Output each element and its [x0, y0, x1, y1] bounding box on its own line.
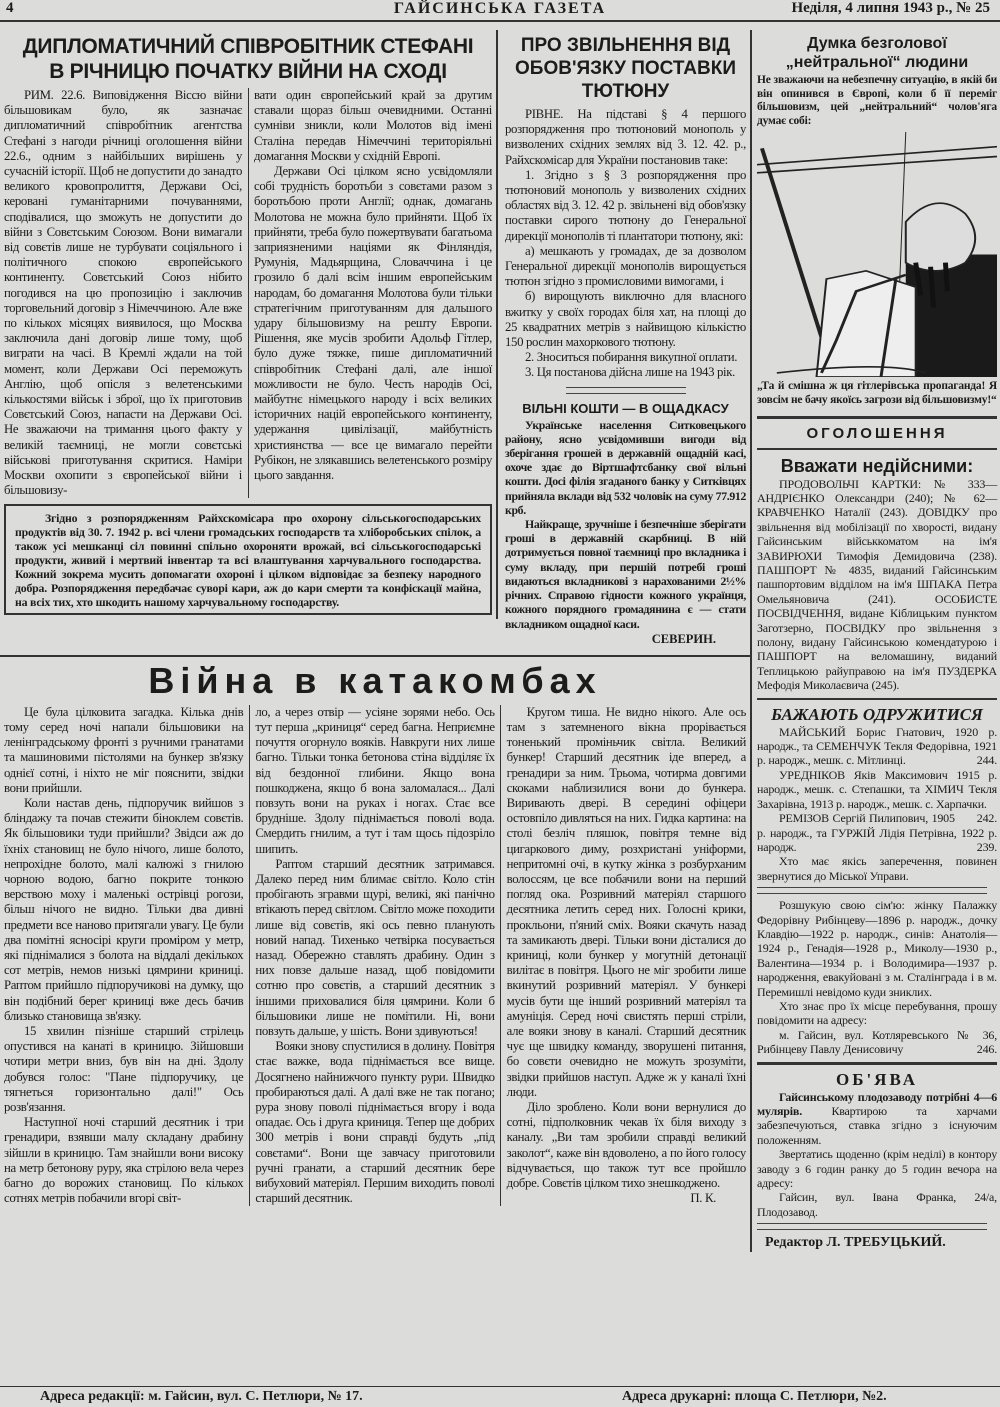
headline-line: В РІЧНИЦЮ ПОЧАТКУ ВІЙНИ НА СХОДІ [49, 60, 447, 83]
paragraph: РИМ. 22.6. Виповідження Віссю війни більшовикам було, як зазначає дипломатичний співробітник агентства Стефані з нагоди річниці оголошення війни 22.6., одним з найбільших вирішень у сучасній історії. Щоб не допустити до занадто великого кровопролиття, Держави Осі, керовані гуманітарними почуваннями, сподівалися, що зможуть не допустити до війни з Совєтським Союзом. Вони вимагали від совєтів лише не турбувати соціяльного і політичного спокою європейського континенту. Совєтський Союз нібито погодився на цю пропозицію і заключив торговельний договір з Німеччиною. Але вже по кількох місяцях виявилося, що Москва заключила дані договір лише тому, щоб виграти на часі. В Кремлі ждали на той момент, коли Держави Осі переможуть Англію, щоб опісля з велетенськими кількостями військ і зброї, що їх приготовив Совєтський Союз, напасти на Держави Осі. Не зважаючи на тримання цього факту у великій таємниці, не могли совєтські військові приготування скритися. Наміри Москви охопити з європейської війни і більшовизу- [4, 88, 242, 498]
diplomat-headline [4, 34, 492, 84]
left-area [0, 30, 750, 1206]
paragraph: Наступної ночі старший десятник і три гренадири, взявши малу складану драбину зійшли в криницю. Там знайшли вони високу на метр бетонову руру, яка стрілою вела через багно до ворожих становищ. По кількох сотнях метрів побачили вгорі світ- [4, 1115, 244, 1206]
printing-address: Адреса друкарні: площа С. Петлюри, №2. [622, 1389, 887, 1404]
ad-body-text: Квартирою та харчами забезпечуються, ставка згідно з існуючим положенням. [757, 1104, 997, 1147]
paragraph: 3. Ця постанова дійсна лише на 1943 рік. [525, 365, 735, 380]
paragraph: Це була цілковита загадка. Кілька днів тому серед ночі напали більшовики на ленінградському фронті з ручними гранатами та машиновими пістолями на бункер зв'язку однієї сотні, і ніхто не міг пояснити, звідки вони прийшли. [4, 704, 244, 795]
paragraph: Українське населення Ситковецького району, ясно усвідомивши вигоди від зберігання грошей в державній ощадній касі, охоче здає до Віртшафтсбанку свої вільні кошти. Досі філія згаданого банку у Ситківцях прийняла вклади від 532 чоловік на суму 77.912 крб. [505, 417, 746, 517]
divider [0, 1386, 1000, 1387]
paragraph: Кругом тиша. Не видно нікого. Але ось там з затемненого вікна прорівається тоненький проміньчик світла. Великий бункер! Старший десятник іде вперед, а гренадири за ним. Трьома, чотирма довгими скоками наблизилися вони до бункера. Виривають двері. В середині офіцери остовпіло дивляться на них. Гидка картина: на столі безліч пляшок, повітря темне від цигаркового диму, розхристані уніформи, непритомні очі, в кутку жінка з розбурханим волоссям, це все побачили вони на перший погляд ока. Розривний матеріял старшого десятника летить серед них. Голосні крики, прокльони, п'яний сміх. Вояки скачуть назад та замикають двері. Тільки вони дісталися до криниці, коли бункер у могутній детонації вилітає в повітря. Цього не міг зробити лише вкинутий розривний матеріял. У бункері мусів бути ще інший розривний матеріял та амуніція. Серед ночі свистять перші стріли, але вояки знову в каналі. Старший десятник чує ще швидку команду, зворушені питання, бо совєти очевидно не можуть зрозуміти, звідки прийшов наступ. Адже ж у каналі їхні люди. [506, 704, 746, 1099]
ornament-divider [757, 887, 987, 894]
middle-column [498, 30, 750, 651]
search-address: м. Гайсин, вул. Котляревського № 36, Рибінцеву Павлу Денисовичу [757, 1027, 997, 1057]
cartoon-caption: „Та й смішна ж ця гітлерівська пропаганда! Я зовсім не бачу якоїсь загрози від більшовизму!“ [757, 380, 997, 406]
ad-title: ОБ'ЯВА [835, 1069, 918, 1089]
divider [757, 416, 997, 419]
savings-signature: СЕВЕРИН. [651, 631, 716, 646]
catacomb-headline: Війна в катакомбах [148, 659, 602, 701]
editorial-address: Адреса редакції: м. Гайсин, вул. С. Петлюри, № 17. [40, 1389, 363, 1404]
right-column [750, 30, 1000, 1252]
paragraph: Коли настав день, підпоручик вийшов з бліндажу та почав стежити біноклем совєтів. Як більшовики туди прийшли? Звідси аж до їхніх становищ не було нічого, лише болото, непрохідне болото, малі калюжі з гнилою чорною водою, багно покрите тонкою верствою моху і маленькі острівці рогози, більш нічого не видно. Тільки два дивні предмети все наново притягали увагу. Це були два помітні ясносірі круги проміром у метр, які піднімалися з болота на віддалі декількох сот метрів, немов низькі цямрини криниці. Раптом прийшло підпоручикові на думку, що він подібний берег криниці вже десь бачив близько становища зв'язку. [4, 795, 244, 1023]
search-address-line [757, 1028, 997, 1057]
ad-text [757, 1090, 997, 1220]
ornament-divider [566, 387, 686, 394]
cartoon-intro: Не зважаючи на небезпечну ситуацію, в якій би він опинився в Європі, коли б її переміг більшовизм, цей „нейтральний“ чолов'яга думає собі: [757, 74, 997, 127]
paragraph: Вояки знову спустилися в долину. Повітря стає важке, вода піднімається все вище. Досягнено найнижчого пункту рури. Швидко пробираються далі. А далі вже не так погано; рура знову поволі піднімається вгору і вода опадає. Ось і друга криниця. Тепер ще добрих 300 метрів і вони справді будуть „під совєтами“. Вони ще завчасу приготовили ручні гранати, а старший десятник бере вибуховий матеріял. Першим виходить поволі старший десятник. [255, 1039, 495, 1206]
announcements-title: ОГОЛОШЕННЯ [806, 424, 948, 442]
objection-text: Хто має якісь заперечення, повинен звернутися до Міської Управи. [757, 854, 997, 883]
paragraph: ло, а через отвір — усіяне зорями небо. Ось тут перша „криниця“ серед багна. Неприємне почуття огорнуло вояків. Навкруги них лише багно. Тільки тонка бетонова стіна відділяє їх від бездонної глибини. Якщо вона пошкоджена, якщо б вона заломалася... Далі повзуть вони на руках і ногах. Стає все брудніше. Здолу піднімається поволі вода. Смердить гнилим, а тут і там щось підозріло шипить. [255, 704, 495, 856]
paragraph: 15 хвилин пізніше старший стрілець опустився на канаті в криницю. Зійшовши чотири метри вниз, був він на дні. Здолу добувся голос: "Пане підпоручику, це тягнеться горизонтально далі!" Ось розв'язання. [4, 1023, 244, 1114]
issue-date: Неділя, 4 липня 1943 р., № 25 [791, 0, 990, 16]
entry-text: УРЕДНІКОВ Яків Максимович 1915 р. народж., мешк. с. Степашки, та ХІМИЧ Текля Захарівна, 1913 р. народж., мешк. с. Харпачки. [757, 767, 997, 811]
diplomat-body [4, 88, 492, 498]
marriage-entry [757, 767, 997, 826]
paragraph: б) вирощують виключно для власного вжитку у своїх городах біля хат, на площі до 25 квадратних метрів з найвищою кількістю 150 рослин махоркового тютюну. [505, 289, 746, 350]
paragraph: РІВНЕ. На підставі § 4 першого розпорядження про тютюновий монополь у визволених східних землях від 3. 12. 42. р., Райхскомісар для України постановив таке: [505, 107, 746, 167]
ad-address: Гайсин, вул. Івана Франка, 24/а, Плодозавод. [757, 1190, 997, 1219]
catacomb-body [4, 705, 746, 1207]
divider [757, 1062, 997, 1065]
entry-number: 244. [976, 753, 997, 768]
divider [757, 448, 997, 450]
paragraph: Раптом старший десятник затримався. Далеко перед ним блимає світло. Коло стін пробігають згравми щурі, великі, які панічно втікають перед світлом. Світло може походити лише від совєтів, які ось певно планують новий напад. Тихенько четвірка посувається назад. Обережно ставлять драбину. Один з них повзе дальше назад, щоб повідомити сотню про совєтів, а старший десятник з іншими приховалися біля цямрини. Коли б більшовики лише не помітили. Ні, вони повзуть дальше, у шість. Вони здивуються! [255, 856, 495, 1038]
paragraph: 1. Згідно з § 3 розпорядження про тютюновий монополь у визволених східних областях від 3. 12. 42 р. звільнені від обов'язку поставки сирого тютюну до Генеральної дирекції монополів ті плантатори тютюну, які: [505, 167, 746, 243]
catacomb-article [0, 655, 750, 1207]
page-number: 4 [6, 0, 14, 16]
paragraph: вати один європейський край за другим ставали щораз більш очевидними. Останні сумніви зникли, коли Молотов від імені Сталіна передав Німеччині територіяльні домагання Москви у східній Европі. [254, 88, 492, 163]
cartoon-illustration [757, 132, 997, 377]
newspaper-title: ГАЙСИНСЬКА ГАЗЕТА [393, 0, 607, 17]
cartoon-headline: Думка безголової „нейтральної“ людини [785, 35, 969, 71]
article-signature: П. К. [690, 1191, 716, 1206]
entry-number: 242. [976, 811, 997, 826]
ad-bold-text: Гайсинському плодозаводу потрібні 4—6 мулярів. [757, 1089, 997, 1118]
paragraph: а) мешкають у громадах, де за дозволом Генеральної дирекції монополів вирощується тютюн згідно з промисловими вимогами, і [505, 243, 746, 289]
paragraph: Держави Осі цілком ясно усвідомляли собі трудність боротьби з совєтами разом з боротьбою проти Англії; однак, домагань Молотова не можна було прийняти. Щоб їх прийняти, треба було пожертвувати багатьома заприязненими націями як Фінляндія, Румунія, Мадьярщина, Словаччина і це грозило б далі всім іншим европейським народам, бо домагання Молотова були тільки стратегічним приготуванням для дальшого удару більшовизму на решту Европи. Рішення, яке мусів зробити Адольф Гітлер, було дуже тяжке, пише дипломатичний співробітник Стефані далі, але іншої можливости не було. Честь народів Осі, майбутнє німецького народу і всіх великих історичних націй европейського континенту, удержання цивілізації, майбутність християнства — все це вимагало перейти Рубікон, не злякавшись велетенського розміру цього завдання. [254, 164, 492, 483]
savings-body [505, 418, 746, 631]
paragraph: 2. Зноситься побирання викупної оплати. [525, 350, 738, 365]
paragraph: ПРОДОВОЛЬЧІ КАРТКИ: № 333—АНДРІЄНКО Олександри (240); № 62—КРАВЧЕНКО Наталії (243). ДОВІДКУ про звільнення від мобілізації по хворості, видану Гайсинським військкоматом на ім'я ЗАВИРЮХИ Тимофія Демидовича (238). ПАШПОРТ № 4835, виданий Гайсинським пашпортовим відділом на ім'я ШПАКА Петра Омельяновича (241). ОСОБИСТЕ ПОСВІДЧЕННЯ, видане Кіблицьким пунктом Заготзерно, ПОСВІДКУ про звільнення з полону, видану Гайсинською комендатурою і ПАШПОРТ на веломашину, виданий Теплицькою райуправою на ім'я ПУЗДЕРКА Мефодія Миколаєвича (245). [757, 476, 997, 693]
family-search [757, 898, 997, 1056]
paragraph: Хто знає про їх місце перебування, прошу повідомити на адресу: [757, 998, 997, 1028]
notice-text: Згідно з розпорядженням Райхскомісара про охорону сільськогосподарських продуктів від 30. 7. 1942 р. всі члени громадських господарств та хліборобських спілок, а також усі мешканці сіл повинні спільно охороняти врожай, всі сільськогосподарські продукти, живий і мертвий інвентар та всі влаштування харчувального господарства. Кожний зокрема мусить допомагати охороні і цілком відповідає за безпеку народного добра. Розпорядження передбачає суворі кари, аж до кари смерти та конфіскації майна, на всіх тих, хто шкодить нашому харчувальному господарству. [15, 511, 481, 610]
paragraph: Звертатись щоденно (крім неділі) в контору заводу з 6 годин ранку до 5 годин вечора на адресу: [757, 1147, 997, 1191]
marriage-entry [757, 725, 997, 768]
notice-box [4, 504, 492, 615]
paragraph: Діло зроблено. Коли вони вернулися до сотні, підполковник чекав їх біля виходу з каналу. „Ви там зробили справді великий заколот“, каже він вдоволено, а по його голосу відчувається, що також тут все пройшло добре. Совєтів цілком тихо знешкоджено. [506, 1099, 746, 1190]
invalid-docs-text [757, 477, 997, 693]
top-block [0, 30, 750, 651]
diplomat-article [0, 30, 498, 619]
tobacco-body [505, 107, 746, 381]
savings-headline: ВІЛЬНІ КОШТИ — В ОЩАДКАСУ [522, 400, 729, 416]
ornament-divider [757, 1223, 987, 1230]
marriage-list [757, 725, 997, 883]
entry-number: 239. [976, 839, 997, 854]
entry-text: РЕМІЗОВ Сергій Пилипович, 1905 р. народж., та ГУРЖІЙ Лідія Петрівна, 1922 р. народж. [757, 811, 997, 854]
entry-number: 246. [976, 1042, 997, 1057]
headline-line: ДИПЛОМАТИЧНИЙ СПІВРОБІТНИК СТЕФАНІ [22, 35, 474, 58]
divider [757, 698, 997, 700]
entry-text: МАЙСЬКИЙ Борис Гнатович, 1920 р. народж., та СЕМЕНЧУК Текля Федорівна, 1921 р. народж., мешк. с. Мітлинці. [757, 724, 997, 768]
invalid-docs-title: Вважати недійсними: [780, 455, 974, 476]
marriage-title: БАЖАЮТЬ ОДРУЖИТИСЯ [771, 704, 983, 724]
editor-credit: Редактор Л. ТРЕБУЦЬКИЙ. [765, 1235, 946, 1251]
paragraph: Розшукую свою сім'ю: жінку Палажку Федорівну Рибінцеву—1896 р. народж., дочку Клавдію—1922 р. народж., синів: Анатолія—1924 р., Генадія—1928 р., Миколу—1930 р., Валентина—1934 р. і Володимира—1937 р. народження, евакуйовані з м. Сталінграда і в м. Перемишлі невідомо куди зниклих. [757, 898, 997, 999]
tobacco-headline: ПРО ЗВІЛЬНЕННЯ ВІД ОБОВ'ЯЗКУ ПОСТАВКИ ТЮТЮНУ [515, 35, 736, 102]
paragraph: Найкраще, зручніше і безпечніше зберігати гроші в державній скарбниці. В ній дотримується повної таємниці про вкладника і суму вкладу, при першій потребі гроші видаються вкладникові з нарахованими 2½% річних. Справою гідности кожного українця, кожного порядного громадянина є — стати вкладником ощадної каси. [505, 517, 746, 631]
